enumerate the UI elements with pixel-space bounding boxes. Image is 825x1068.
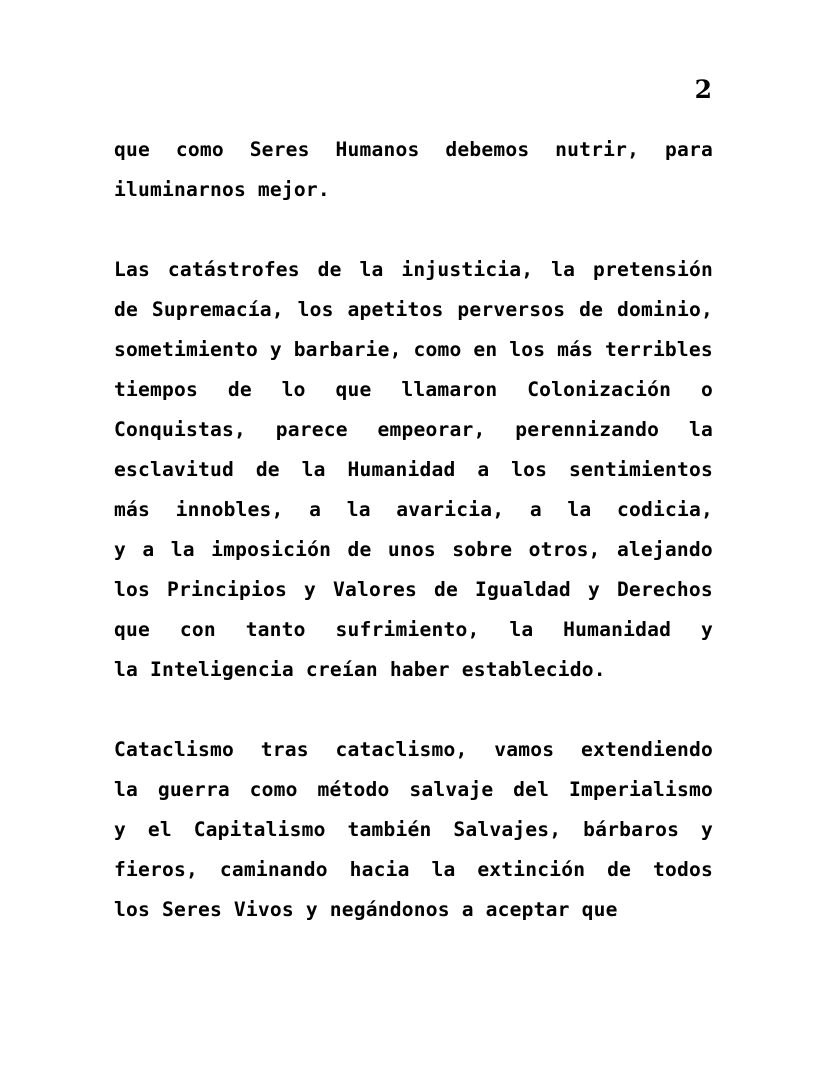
word: otros, [528, 538, 601, 561]
word: Humanidad [563, 618, 672, 641]
word: los [511, 458, 548, 481]
word: establecido. [461, 658, 606, 681]
word: esclavitud [114, 458, 234, 481]
word: y [114, 538, 126, 561]
word: y [700, 618, 713, 641]
word: como [413, 338, 462, 361]
text-line [114, 450, 713, 490]
word: iluminarnos [114, 178, 246, 201]
word: pretensión [593, 258, 713, 281]
word: como [175, 138, 224, 161]
word: la [509, 618, 534, 641]
paragraph [114, 250, 713, 690]
word: que [114, 618, 150, 641]
word: avaricia, [396, 498, 505, 521]
word: del [513, 778, 550, 801]
word: la [551, 258, 576, 281]
word: la [431, 858, 456, 881]
word: la [301, 458, 326, 481]
word: Cataclismo [114, 738, 234, 761]
word: de [227, 378, 252, 401]
word: y [269, 338, 282, 361]
word: sentimientos [569, 458, 713, 481]
text-line [114, 810, 713, 850]
word: terribles [604, 338, 713, 361]
word: como [249, 778, 298, 801]
word: vamos [494, 738, 555, 761]
word: sobre [452, 538, 513, 561]
word: Humanidad [347, 458, 456, 481]
word: extendiendo [580, 738, 713, 761]
word: y [114, 818, 126, 841]
word: más [557, 338, 594, 361]
word: todos [652, 858, 713, 881]
word: Imperialismo [569, 778, 713, 801]
word: debemos [445, 138, 530, 161]
word: de [255, 458, 280, 481]
word: a [529, 498, 542, 521]
word: Inteligencia [149, 658, 294, 681]
word: fieros, [114, 858, 198, 881]
word: Humanos [335, 138, 420, 161]
word: mejor. [257, 178, 330, 201]
word: a [309, 498, 322, 521]
word: en [473, 338, 498, 361]
word: Seres [249, 138, 310, 161]
word: o [701, 378, 713, 401]
text-line [114, 330, 713, 370]
word: Capitalismo [193, 818, 326, 841]
word: la [114, 658, 138, 681]
word: de [114, 298, 138, 321]
word: con [179, 618, 216, 641]
word: Vivos [233, 898, 294, 921]
text-line [114, 170, 713, 210]
word: de [433, 578, 458, 601]
text-line [114, 890, 713, 930]
text-line [114, 650, 713, 690]
word: hacia [349, 858, 410, 881]
word: tiempos [114, 378, 198, 401]
word: injusticia, [401, 258, 534, 281]
word: el [147, 818, 172, 841]
text-line [114, 730, 713, 770]
text-line [114, 570, 713, 610]
word: lo [281, 378, 306, 401]
word: y [700, 818, 713, 841]
word: extinción [477, 858, 586, 881]
word: y [587, 578, 600, 601]
word: Supremacía, [151, 298, 284, 321]
word: de [347, 538, 372, 561]
word: haber [389, 658, 450, 681]
word: codicia, [616, 498, 713, 521]
word: cataclismo, [335, 738, 468, 761]
word: la [346, 498, 371, 521]
word: aceptar [485, 898, 570, 921]
word: apetitos [347, 298, 444, 321]
word: Igualdad [474, 578, 571, 601]
word: llamaron [401, 378, 498, 401]
word: Conquistas, [114, 418, 246, 441]
word: que [581, 898, 618, 921]
text-line [114, 410, 713, 450]
word: a [461, 898, 474, 921]
word: los [114, 578, 150, 601]
word: sometimiento [114, 338, 258, 361]
word: los [297, 298, 334, 321]
paragraph [114, 730, 713, 930]
word: imposición [211, 538, 332, 561]
word: Colonización [527, 378, 672, 401]
page-number: 2 [694, 75, 712, 104]
word: que [335, 378, 372, 401]
word: a [142, 538, 155, 561]
document-body [114, 130, 713, 930]
word: la [114, 778, 138, 801]
word: catástrofes [167, 258, 300, 281]
word: Salvajes, [453, 818, 562, 841]
word: negándonos [329, 898, 450, 921]
word: los [509, 338, 546, 361]
word: la [170, 538, 195, 561]
text-line [114, 530, 713, 570]
text-line [114, 370, 713, 410]
text-line [114, 130, 713, 170]
text-line [114, 250, 713, 290]
word: de [579, 298, 604, 321]
text-line [114, 610, 713, 650]
word: salvaje [409, 778, 494, 801]
text-line [114, 770, 713, 810]
word: la [359, 258, 384, 281]
word: Derechos [616, 578, 713, 601]
word: que [114, 138, 150, 161]
word: también [347, 818, 432, 841]
text-line [114, 490, 713, 530]
word: sufrimiento, [335, 618, 480, 641]
word: método [317, 778, 390, 801]
word: Valores [332, 578, 417, 601]
word: caminando [219, 858, 328, 881]
word: perennizando [515, 418, 660, 441]
word: nutrir, [555, 138, 640, 161]
word: de [607, 858, 632, 881]
word: parece [275, 418, 348, 441]
word: más [114, 498, 150, 521]
word: tanto [245, 618, 306, 641]
word: la [688, 418, 713, 441]
word: innobles, [175, 498, 284, 521]
word: guerra [157, 778, 230, 801]
word: bárbaros [583, 818, 680, 841]
word: empeorar, [377, 418, 486, 441]
word: Las [114, 258, 150, 281]
word: dominio, [616, 298, 713, 321]
word: tras [260, 738, 309, 761]
word: creían [305, 658, 378, 681]
word: Principios [167, 578, 287, 601]
word: los [114, 898, 150, 921]
word: la [567, 498, 592, 521]
word: a [477, 458, 490, 481]
word: perversos [457, 298, 566, 321]
word: barbarie, [293, 338, 402, 361]
word: alejando [616, 538, 713, 561]
word: Seres [161, 898, 222, 921]
text-line [114, 850, 713, 890]
word: para [665, 138, 713, 161]
paragraph [114, 130, 713, 210]
word: y [303, 578, 316, 601]
word: unos [387, 538, 436, 561]
word: y [305, 898, 318, 921]
text-line [114, 290, 713, 330]
word: de [317, 258, 342, 281]
